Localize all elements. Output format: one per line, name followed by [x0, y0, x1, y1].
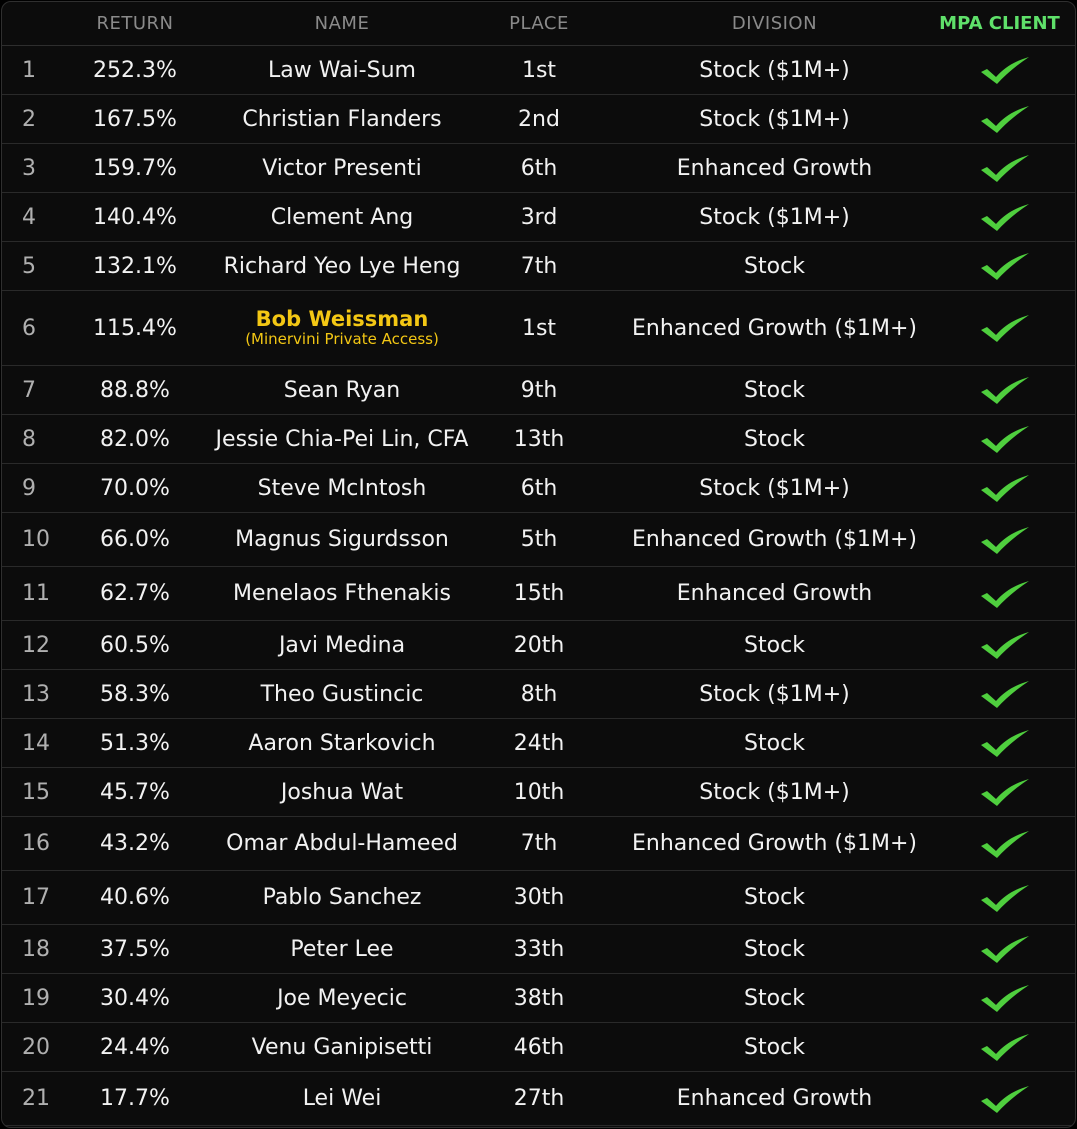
table-row[interactable] — [2, 670, 1075, 719]
check-icon — [979, 251, 1031, 281]
row-rank: 19 — [22, 985, 50, 1011]
division-value: Stock — [744, 730, 805, 756]
mpa-client-cell — [945, 464, 1065, 512]
mpa-client-cell — [945, 871, 1065, 924]
row-rank: 3 — [22, 155, 36, 181]
highlight-trader-affiliation: (Minervini Private Access) — [245, 330, 439, 348]
division-value: Enhanced Growth — [676, 155, 873, 181]
highlight-trader-name: Bob Weissman — [255, 307, 429, 331]
division-value: Enhanced Growth — [676, 581, 873, 606]
check-icon — [979, 55, 1031, 85]
table-row[interactable] — [2, 513, 1075, 567]
return-value: 88.8% — [100, 377, 170, 403]
check-icon — [979, 829, 1031, 859]
trader-name: Clement Ang — [270, 204, 414, 230]
check-icon — [979, 934, 1031, 964]
return-value: 30.4% — [100, 985, 170, 1011]
table-row[interactable] — [2, 567, 1075, 621]
division-value: Stock ($1M+) — [699, 204, 850, 230]
division-value: Stock — [744, 936, 805, 962]
mpa-client-cell — [945, 1023, 1065, 1071]
place-value: 30th — [513, 885, 565, 910]
header-mpa-client[interactable]: MPA CLIENT — [939, 13, 1060, 34]
place-value: 13th — [513, 426, 565, 452]
mpa-client-cell — [945, 925, 1065, 973]
mpa-client-cell — [945, 974, 1065, 1022]
division-value: Stock ($1M+) — [699, 681, 850, 707]
trader-name: Sean Ryan — [283, 377, 401, 403]
division-value: Stock — [744, 426, 805, 452]
trader-name: Jessie Chia-Pei Lin, CFA — [215, 426, 469, 452]
place-value: 10th — [513, 779, 565, 805]
trader-name: Joe Meyecic — [277, 985, 407, 1011]
mpa-client-cell — [945, 46, 1065, 94]
trader-name: Omar Abdul-Hameed — [226, 831, 458, 856]
table-row[interactable] — [2, 46, 1075, 95]
row-rank: 20 — [22, 1034, 50, 1060]
division-value: Stock — [744, 253, 805, 279]
table-row[interactable] — [2, 464, 1075, 513]
table-row[interactable] — [2, 621, 1075, 670]
mpa-client-cell — [945, 670, 1065, 718]
check-icon — [979, 1032, 1031, 1062]
table-row[interactable] — [2, 291, 1075, 366]
table-row[interactable] — [2, 925, 1075, 974]
table-row[interactable] — [2, 95, 1075, 144]
return-value: 24.4% — [100, 1034, 170, 1060]
table-row[interactable] — [2, 768, 1075, 817]
table-row[interactable] — [2, 415, 1075, 464]
division-value: Enhanced Growth ($1M+) — [631, 315, 917, 341]
row-rank: 4 — [22, 204, 36, 230]
division-value: Stock ($1M+) — [699, 779, 850, 805]
division-value: Enhanced Growth ($1M+) — [631, 831, 917, 856]
return-value: 37.5% — [100, 936, 170, 962]
return-value: 40.6% — [100, 885, 170, 910]
return-value: 115.4% — [93, 315, 177, 341]
mpa-client-cell — [945, 291, 1065, 365]
mpa-client-cell — [945, 415, 1065, 463]
return-value: 62.7% — [100, 581, 170, 606]
return-value: 140.4% — [93, 204, 177, 230]
table-row[interactable] — [2, 144, 1075, 193]
place-value: 6th — [520, 155, 558, 181]
row-rank: 17 — [22, 885, 50, 910]
table-row[interactable] — [2, 719, 1075, 768]
place-value: 20th — [513, 632, 565, 658]
place-value: 2nd — [518, 106, 560, 132]
mpa-client-cell — [945, 1072, 1065, 1125]
return-value: 132.1% — [93, 253, 177, 279]
return-value: 60.5% — [100, 632, 170, 658]
check-icon — [979, 728, 1031, 758]
place-value: 46th — [513, 1034, 565, 1060]
division-value: Stock — [744, 632, 805, 658]
table-row[interactable] — [2, 1023, 1075, 1072]
place-value: 7th — [520, 253, 558, 279]
row-rank: 1 — [22, 57, 36, 83]
place-value: 1st — [521, 315, 557, 341]
header-place[interactable]: PLACE — [509, 13, 569, 34]
mpa-client-cell — [945, 366, 1065, 414]
trader-name: Lei Wei — [302, 1086, 382, 1111]
trader-name — [192, 291, 492, 365]
mpa-client-cell — [945, 621, 1065, 669]
trader-name: Theo Gustincic — [260, 681, 424, 707]
table-row[interactable] — [2, 871, 1075, 925]
leaderboard-table — [1, 1, 1076, 1128]
row-rank: 21 — [22, 1086, 50, 1111]
place-value: 27th — [513, 1086, 565, 1111]
place-value: 24th — [513, 730, 565, 756]
mpa-client-cell — [945, 768, 1065, 816]
return-value: 252.3% — [93, 57, 177, 83]
place-value: 7th — [520, 831, 558, 856]
row-rank: 18 — [22, 936, 50, 962]
check-icon — [979, 630, 1031, 660]
table-row[interactable] — [2, 242, 1075, 291]
trader-name: Joshua Wat — [280, 779, 404, 805]
division-value: Stock — [744, 1034, 805, 1060]
mpa-client-cell — [945, 513, 1065, 566]
row-rank: 7 — [22, 377, 36, 403]
row-rank: 2 — [22, 106, 36, 132]
return-value: 58.3% — [100, 681, 170, 707]
division-value: Stock — [744, 377, 805, 403]
row-rank: 14 — [22, 730, 50, 756]
trader-name: Menelaos Fthenakis — [232, 581, 451, 606]
trader-name: Magnus Sigurdsson — [235, 527, 449, 552]
check-icon — [979, 153, 1031, 183]
return-value: 45.7% — [100, 779, 170, 805]
trader-name: Pablo Sanchez — [262, 885, 422, 910]
mpa-client-cell — [945, 193, 1065, 241]
header-name[interactable]: NAME — [314, 13, 370, 34]
trader-name: Christian Flanders — [242, 106, 442, 132]
check-icon — [979, 375, 1031, 405]
division-value: Enhanced Growth ($1M+) — [631, 527, 917, 552]
place-value: 3rd — [520, 204, 558, 230]
return-value: 82.0% — [100, 426, 170, 452]
trader-name: Venu Ganipisetti — [251, 1034, 433, 1060]
place-value: 1st — [521, 57, 557, 83]
check-icon — [979, 579, 1031, 609]
table-row[interactable] — [2, 193, 1075, 242]
table-header — [2, 2, 1075, 46]
division-value: Stock — [744, 985, 805, 1011]
place-value: 33th — [513, 936, 565, 962]
check-icon — [979, 525, 1031, 555]
mpa-client-cell — [945, 719, 1065, 767]
mpa-client-cell — [945, 567, 1065, 620]
return-value: 51.3% — [100, 730, 170, 756]
check-icon — [979, 104, 1031, 134]
table-row[interactable] — [2, 366, 1075, 415]
row-rank: 9 — [22, 475, 36, 501]
row-rank: 16 — [22, 831, 50, 856]
division-value: Stock ($1M+) — [699, 57, 850, 83]
check-icon — [979, 1084, 1031, 1114]
place-value: 5th — [520, 527, 558, 552]
division-value: Enhanced Growth — [676, 1086, 873, 1111]
return-value: 17.7% — [100, 1086, 170, 1111]
division-value: Stock ($1M+) — [699, 106, 850, 132]
trader-name: Javi Medina — [278, 632, 406, 658]
trader-name: Victor Presenti — [262, 155, 422, 181]
return-value: 43.2% — [100, 831, 170, 856]
row-rank: 6 — [22, 315, 36, 341]
trader-name: Law Wai-Sum — [268, 57, 416, 83]
trader-name: Aaron Starkovich — [248, 730, 436, 756]
table-row[interactable] — [2, 817, 1075, 871]
return-value: 66.0% — [100, 527, 170, 552]
place-value: 9th — [520, 377, 558, 403]
row-rank: 10 — [22, 527, 50, 552]
division-value: Stock — [744, 885, 805, 910]
mpa-client-cell — [945, 144, 1065, 192]
row-rank: 13 — [22, 681, 50, 707]
place-value: 15th — [513, 581, 565, 606]
return-value: 167.5% — [93, 106, 177, 132]
trader-name: Peter Lee — [290, 936, 394, 962]
table-row[interactable] — [2, 974, 1075, 1023]
table-row[interactable] — [2, 1072, 1075, 1126]
row-rank: 5 — [22, 253, 36, 279]
mpa-client-cell — [945, 817, 1065, 870]
row-rank: 8 — [22, 426, 36, 452]
row-rank: 15 — [22, 779, 50, 805]
check-icon — [979, 424, 1031, 454]
check-icon — [979, 883, 1031, 913]
division-value: Stock ($1M+) — [699, 475, 850, 501]
row-rank: 12 — [22, 632, 50, 658]
row-rank: 11 — [22, 581, 50, 606]
trader-name: Steve McIntosh — [257, 475, 427, 501]
check-icon — [979, 777, 1031, 807]
check-icon — [979, 679, 1031, 709]
place-value: 38th — [513, 985, 565, 1011]
check-icon — [979, 202, 1031, 232]
place-value: 6th — [520, 475, 558, 501]
mpa-client-cell — [945, 95, 1065, 143]
return-value: 70.0% — [100, 475, 170, 501]
return-value: 159.7% — [93, 155, 177, 181]
mpa-client-cell — [945, 242, 1065, 290]
place-value: 8th — [520, 681, 558, 707]
check-icon — [979, 983, 1031, 1013]
check-icon — [979, 313, 1031, 343]
trader-name: Richard Yeo Lye Heng — [223, 253, 461, 279]
check-icon — [979, 473, 1031, 503]
header-division[interactable]: DIVISION — [731, 13, 818, 34]
header-return[interactable]: RETURN — [96, 13, 174, 34]
